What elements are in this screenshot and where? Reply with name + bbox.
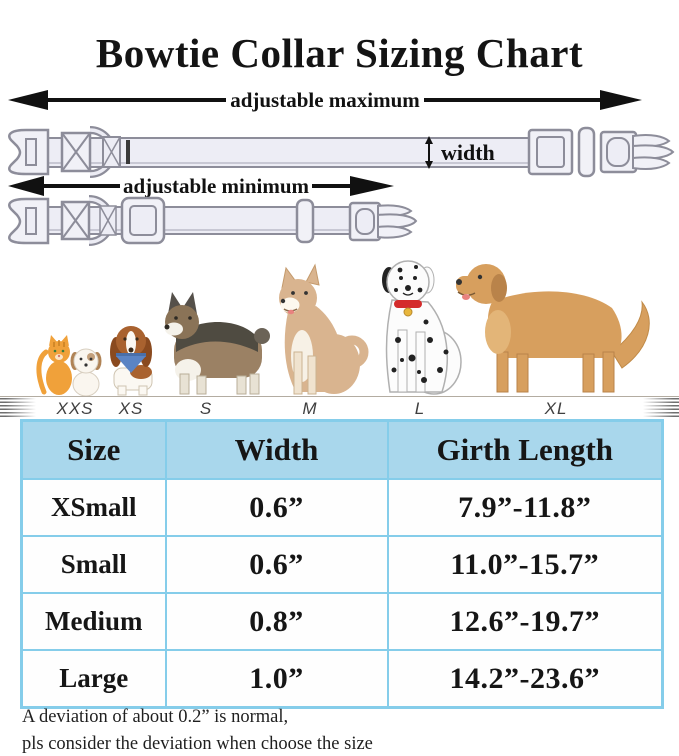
- size-scale-ruler: [0, 396, 679, 420]
- girth-value-cell: 14.2”-23.6”: [388, 650, 663, 708]
- cat-icon: [39, 335, 72, 395]
- table-row: [22, 479, 663, 536]
- adjustable-maximum-label: adjustable maximum: [230, 88, 420, 112]
- size-name-cell: Small: [22, 536, 166, 593]
- dalmatian-icon: [382, 261, 461, 394]
- ruler-hatch-right-icon: [641, 398, 679, 418]
- adjustable-maximum-arrow-icon: [8, 88, 642, 112]
- collar-maximum-illustration-icon: [9, 128, 673, 176]
- golden-retriever-icon: [456, 264, 649, 392]
- ruler-hatch-left-icon: [0, 398, 38, 418]
- deviation-note-line2: pls consider the deviation when choose the size: [22, 734, 373, 754]
- col-header-width: Width: [166, 421, 388, 480]
- collar-minimum-illustration-icon: [9, 198, 416, 243]
- puppy-icon: [71, 349, 102, 396]
- adjustable-minimum-label: adjustable minimum: [122, 174, 310, 198]
- size-name-cell: Large: [22, 650, 166, 708]
- size-name-cell: XSmall: [22, 479, 166, 536]
- girth-value-cell: 11.0”-15.7”: [388, 536, 663, 593]
- scale-label-xl: XL: [544, 399, 568, 418]
- scale-label-xxs: XXS: [56, 399, 94, 418]
- shiba-inu-icon: [279, 265, 364, 394]
- girth-value-cell: 12.6”-19.7”: [388, 593, 663, 650]
- dog-size-illustrations: [0, 240, 679, 396]
- table-header-row: [22, 421, 663, 480]
- scale-label-m: M: [302, 399, 318, 418]
- width-value-cell: 1.0”: [166, 650, 388, 708]
- table-row: [22, 593, 663, 650]
- scale-label-l: L: [414, 399, 426, 418]
- width-value-cell: 0.8”: [166, 593, 388, 650]
- girth-value-cell: 7.9”-11.8”: [388, 479, 663, 536]
- width-label: width: [441, 140, 495, 165]
- sizing-table: [20, 419, 664, 709]
- col-header-size: Size: [22, 421, 166, 480]
- deviation-note-line1: A deviation of about 0.2” is normal,: [22, 707, 289, 727]
- width-value-cell: 0.6”: [166, 536, 388, 593]
- table-row: [22, 650, 663, 708]
- basset-hound-icon: [110, 326, 152, 395]
- page-title: Bowtie Collar Sizing Chart: [95, 30, 584, 77]
- adjustable-minimum-arrow-icon: [8, 174, 394, 198]
- scale-label-xs: XS: [118, 399, 144, 418]
- size-name-cell: Medium: [22, 593, 166, 650]
- scale-label-s: S: [199, 399, 213, 418]
- width-value-cell: 0.6”: [166, 479, 388, 536]
- deviation-note: [22, 704, 373, 756]
- corgi-icon: [165, 292, 271, 394]
- table-row: [22, 536, 663, 593]
- collar-diagram: [0, 85, 679, 260]
- col-header-girth: Girth Length: [388, 421, 663, 480]
